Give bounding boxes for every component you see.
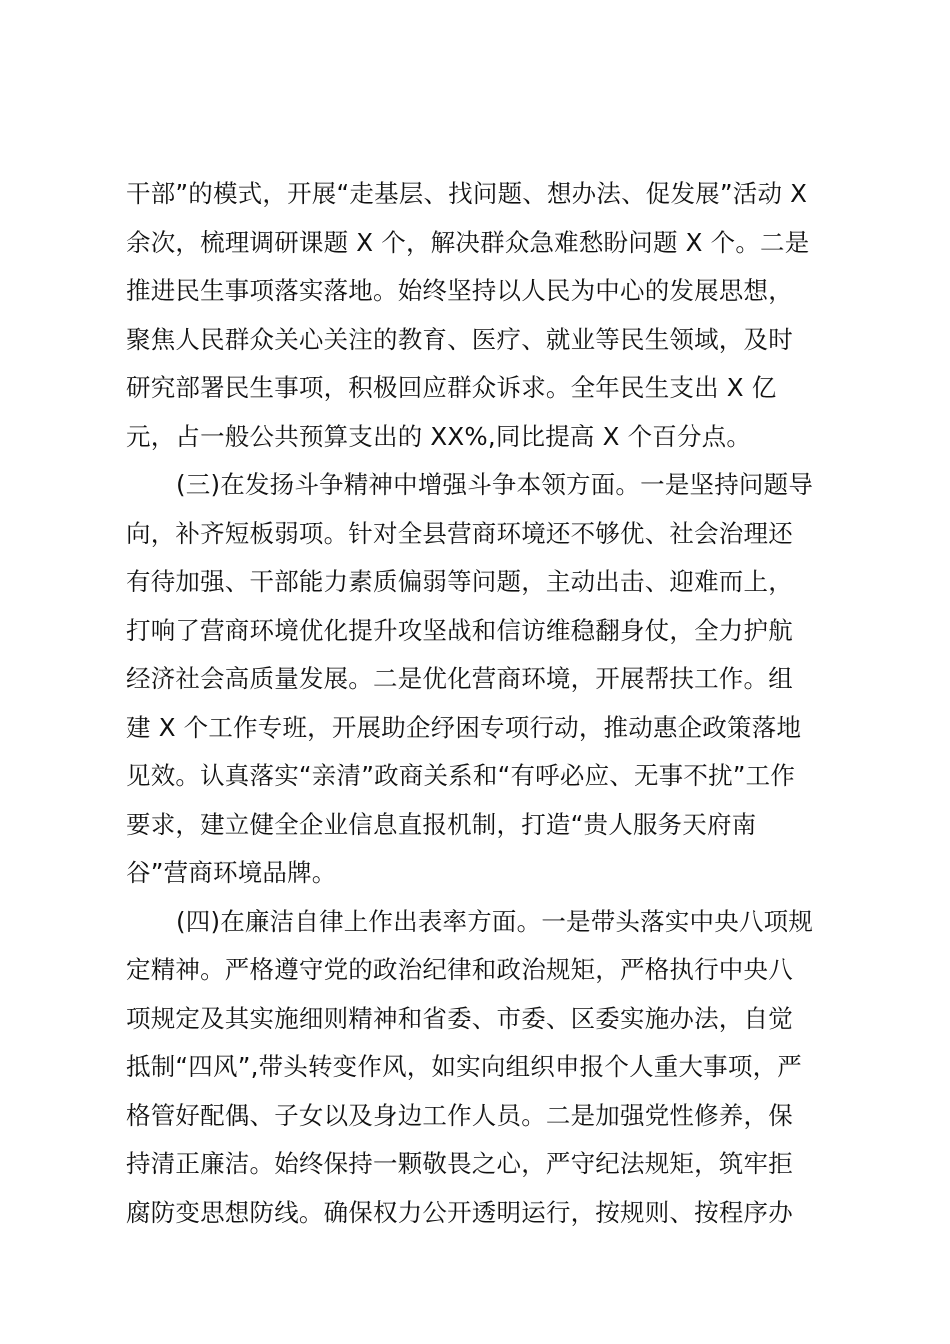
body-line: 余次，梳理调研课题 X 个，解决群众急难愁盼问题 X 个。二是 [126,227,810,257]
body-line: 谷”营商环境品牌。 [126,858,337,887]
paragraph-start-line: (三)在发扬斗争精神中增强斗争本领方面。一是坚持问题导 [176,470,814,499]
body-line: 研究部署民生事项，积极回应群众诉求。全年民生支出 X 亿 [126,373,777,402]
body-line: 向，补齐短板弱项。针对全县营商环境还不够优、社会治理还 [126,518,793,548]
body-line: 见效。认真落实“亲清”政商关系和“有呼必应、无事不扰”工作 [126,761,796,790]
body-line: 有待加强、干部能力素质偏弱等问题，主动出击、迎难而上， [126,567,793,596]
body-line: 定精神。严格遵守党的政治纪律和政治规矩，严格执行中央八 [126,955,793,984]
body-line: 干部”的模式，开展“走基层、找问题、想办法、促发展”活动 X [126,179,808,208]
body-line: 打响了营商环境优化提升攻坚战和信访维稳翻身仗，全力护航 [126,615,793,645]
document-body [126,170,846,1237]
body-line: 格管好配偶、子女以及身边工作人员。二是加强党性修养，保 [126,1100,793,1130]
paragraph-start-line: (四)在廉洁自律上作出表率方面。一是带头落实中央八项规 [176,906,814,936]
body-line: 项规定及其实施细则精神和省委、市委、区委实施办法，自觉 [126,1003,793,1033]
body-line: 经济社会高质量发展。二是优化营商环境，开展帮扶工作。组 [126,664,793,693]
body-line: 建 X 个工作专班，开展助企纾困专项行动，推动惠企政策落地 [126,712,802,742]
body-line: 抵制“四风”,带头转变作风，如实向组织申报个人重大事项，严 [126,1052,802,1081]
body-line: 推进民生事项落实落地。始终坚持以人民为中心的发展思想， [126,276,793,305]
body-line: 持清正廉洁。始终保持一颗敬畏之心，严守纪法规矩，筑牢拒 [126,1149,793,1178]
body-line: 聚焦人民群众关心关注的教育、医疗、就业等民生领域，及时 [126,324,793,354]
body-line: 腐防变思想防线。确保权力公开透明运行，按规则、按程序办 [126,1197,793,1227]
body-line: 要求，建立健全企业信息直报机制，打造“贵人服务天府南 [126,809,757,839]
body-line: 元，占一般公共预算支出的 XX%,同比提高 X 个百分点。 [126,421,752,451]
